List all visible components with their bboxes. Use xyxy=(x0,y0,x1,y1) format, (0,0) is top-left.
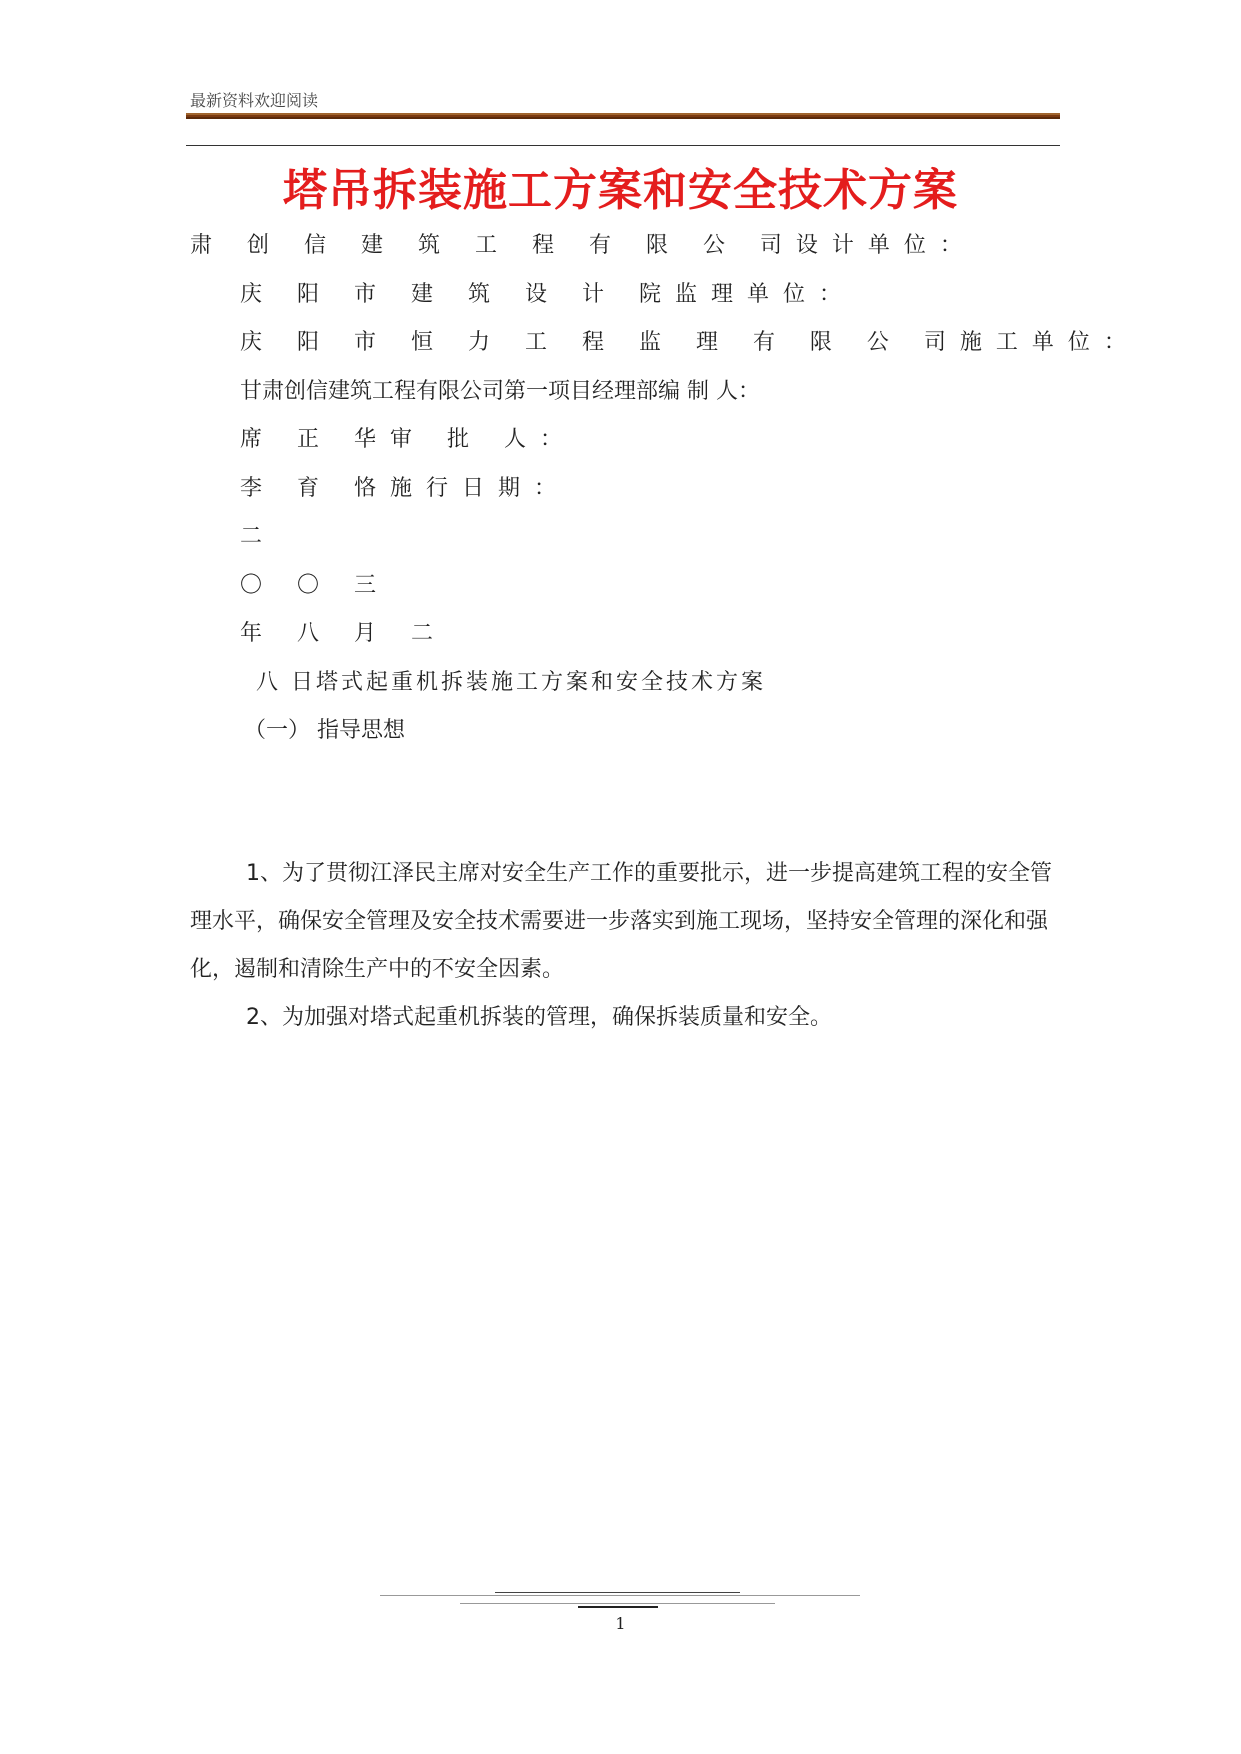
body-paragraph: 2、为加强对塔式起重机拆装的管理，确保拆装质量和安全。 xyxy=(246,1005,832,1030)
running-header: 最新资料欢迎阅读 xyxy=(190,91,319,110)
body-paragraph: 1、为了贯彻江泽民主席对安全生产工作的重要批示，进一步提高建筑工程的安全管理水平，确保安全管理及安全技术需要进一步落实到施工现场，坚持安全管理的深化和强化，遏制和清除生产中的不安全因素。 xyxy=(190,861,1052,982)
cover-line: 甘肃创信建筑工程有限公司第一项目经理部编 制 人： xyxy=(240,379,760,404)
cover-line: 肃 创 信 建 筑 工 程 有 限 公 司设计单位： xyxy=(190,233,976,258)
cover-line: 年 八 月 二 xyxy=(240,621,447,646)
header-rule-thin xyxy=(186,145,1060,146)
footer-rule-lower xyxy=(460,1603,775,1604)
cover-line: 〇 〇 三 xyxy=(240,573,390,598)
cover-line: 庆 阳 市 建 筑 设 计 院监理单位： xyxy=(240,282,855,307)
page-number-marker xyxy=(578,1606,658,1608)
cover-line: 二 xyxy=(240,524,263,549)
document-title: 塔吊拆装施工方案和安全技术方案 xyxy=(283,165,958,216)
footer-rule-short xyxy=(495,1592,740,1593)
cover-line: 八 日塔式起重机拆装施工方案和安全技术方案 xyxy=(256,670,766,695)
header-rule-thick xyxy=(186,113,1060,119)
cover-line: 庆 阳 市 恒 力 工 程 监 理 有 限 公 司施工单位： xyxy=(240,330,1140,355)
section-heading: （一） 指导思想 xyxy=(244,718,405,743)
cover-line: 李 育 恪施行日期： xyxy=(240,476,570,501)
cover-line: 席 正 华审 批 人： xyxy=(240,427,576,452)
page-number: 1 xyxy=(615,1614,626,1633)
footer-rule xyxy=(380,1595,860,1596)
